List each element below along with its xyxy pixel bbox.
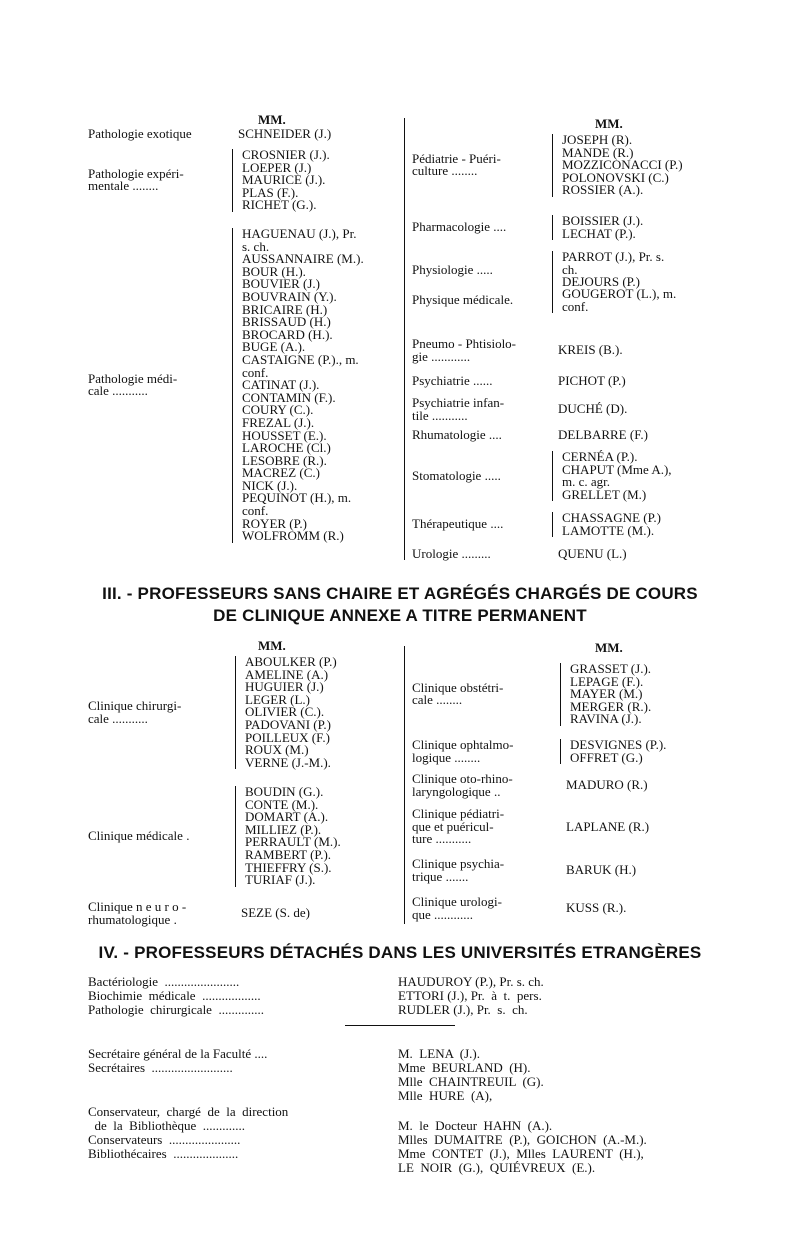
discipline-label: Pédiatrie - Puéri- culture ........	[412, 150, 501, 179]
discipline-label: Clinique chirurgi- cale ...........	[88, 698, 182, 726]
staff-role: Conservateur, chargé de la direction	[88, 1104, 289, 1119]
staff-name: Mlle CHAINTREUIL (G).	[398, 1074, 544, 1089]
professor-names: GOUGEROT (L.), m. conf.	[562, 286, 677, 314]
discipline-label: Physique médicale.	[412, 292, 514, 308]
professor-names: GRASSET (J.). LEPAGE (F.). MAYER (M.) MERGER (R.). RAVINA (J.).	[570, 661, 652, 727]
staff-name: M. le Docteur HAHN (A.).	[398, 1118, 553, 1133]
professor-names: DELBARRE (F.)	[558, 427, 648, 442]
professor-names: QUENU (L.)	[558, 546, 627, 561]
entry-row	[88, 901, 310, 926]
entry-row	[412, 134, 683, 197]
professor-names: KUSS (R.).	[566, 900, 627, 916]
discipline-label: Urologie .........	[412, 546, 491, 561]
professor-names: BARUK (H.)	[566, 862, 637, 878]
discipline-label: Rhumatologie ....	[412, 427, 502, 442]
professor-names: KREIS (B.).	[558, 342, 623, 358]
discipline-label: Clinique psychia- trique .......	[412, 856, 505, 884]
professor-names: PARROT (J.), Pr. s. ch. DEJOURS (P.)	[562, 249, 665, 290]
professor-names: BOUDIN (G.). CONTE (M.). DOMART (A.). MILLIEZ (P.). PERRAULT (M.). RAMBERT (P.). THIEFFRY (S.). TURIAF (J.).	[245, 784, 341, 888]
entry-row	[412, 429, 648, 442]
entry-row	[412, 858, 636, 883]
staff-name: Mme BEURLAND (H).	[398, 1060, 531, 1075]
discipline-label: Clinique obstétri- cale ........	[412, 679, 504, 708]
professor-names: MADURO (R.)	[566, 777, 648, 793]
staff-name: LE NOIR (G.), QUIÉVREUX (E.).	[398, 1160, 596, 1175]
list-label: Pathologie chirurgicale ..............	[88, 1002, 264, 1017]
brace	[552, 451, 557, 501]
discipline-label: Thérapeutique ....	[412, 516, 504, 532]
staff-name: M. LENA (J.).	[398, 1046, 480, 1061]
brace	[552, 251, 557, 289]
professor-names: CHASSAGNE (P.) LAMOTTE (M.).	[562, 510, 661, 538]
brace	[232, 228, 237, 543]
entry-row	[88, 128, 331, 141]
professor-names: HAGUENAU (J.), Pr. s. ch. AUSSANNAIRE (M.). BOUR (H.). BOUVIER (J.) BOUVRAIN (Y.). BRICAIRE (H.) BRISSAUD (H.) BROCARD (H.). BUGE (A.). CASTAIGNE (P.)., m. conf. CATINAT (J.). CONTAMIN (F.). COURY (C.). FREZAL (J.). HOUSSET (E.). LAROCHE (Cl.) LESOBRE (R.). MACREZ (C.) NICK (J.). PEQUINOT (H.), m. conf. ROYER (P.) WOLFROMM (R.)	[242, 226, 364, 544]
discipline-label: Pathologie expéri- mentale ........	[88, 165, 184, 194]
entry-row	[88, 228, 364, 543]
discipline-label: Physiologie .....	[412, 261, 493, 277]
staff-name: Mme CONTET (J.), Mlles LAURENT (H.),	[398, 1146, 644, 1161]
entry-row	[88, 786, 341, 887]
brace	[235, 656, 240, 769]
section4-heading: IV. - PROFESSEURS DÉTACHÉS DANS LES UNIVERSITÉS ETRANGÈRES	[98, 943, 702, 962]
discipline-label: Clinique n e u r o - rhumatologique .	[88, 899, 187, 927]
discipline-label: Clinique ophtalmo- logique ........	[412, 737, 514, 765]
professor-names: LAPLANE (R.)	[566, 818, 650, 834]
entry-row	[412, 548, 627, 561]
list-label: Bactériologie .......................	[88, 974, 240, 989]
discipline-label: Pharmacologie ....	[412, 219, 507, 235]
entry-row	[412, 338, 623, 363]
professor-names: BOISSIER (J.). LECHAT (P.).	[562, 213, 644, 241]
entry-row	[412, 288, 676, 313]
entry-row	[412, 896, 626, 921]
professor-names: DESVIGNES (P.). OFFRET (G.)	[570, 737, 667, 765]
staff-role: Secrétaires .........................	[88, 1060, 233, 1075]
brace	[560, 739, 565, 764]
staff-role: Secrétaire général de la Faculté ....	[88, 1046, 268, 1061]
professor-names: ABOULKER (P.) AMELINE (A.) HUGUIER (J.) LEGER (L.) OLIVIER (C.). PADOVANI (P.) POILLEUX (F.) ROUX (M.) VERNE (J.-M.).	[245, 654, 337, 770]
professor-names: DUCHÉ (D).	[558, 401, 628, 417]
separator-rule	[345, 1025, 455, 1026]
mm-header-left-2: MM.	[258, 638, 286, 653]
column-divider-2	[404, 646, 405, 924]
professor-names: CROSNIER (J.). LOEPER (J.) MAURICE (J.). PLAS (F.). RICHET (G.).	[242, 147, 330, 213]
staff-name: Mlles DUMAITRE (P.), GOICHON (A.-M.).	[398, 1132, 647, 1147]
section3-heading-line1: III. - PROFESSEURS SANS CHAIRE ET AGRÉGÉS CHARGÉS DE COURS	[102, 584, 698, 603]
discipline-label: Psychiatrie ......	[412, 373, 493, 388]
entry-row	[88, 656, 337, 769]
discipline-label: Pathologie médi- cale ...........	[88, 370, 178, 399]
brace	[552, 288, 557, 313]
entry-row	[412, 251, 664, 289]
professor-names: PICHOT (P.)	[558, 373, 626, 388]
staff-name: Mlle HURE (A),	[398, 1088, 493, 1103]
professor-names: SEZE (S. de)	[241, 905, 310, 921]
list-names: ETTORI (J.), Pr. à t. pers.	[398, 988, 542, 1003]
staff-role: Conservateurs ......................	[88, 1132, 241, 1147]
list-label: Biochimie médicale ..................	[88, 988, 261, 1003]
entry-row	[412, 773, 648, 798]
discipline-label: Clinique oto-rhino- laryngologique ..	[412, 771, 513, 799]
staff-role: de la Bibliothèque .............	[88, 1118, 246, 1133]
professor-names: CERNÉA (P.). CHAPUT (Mme A.), m. c. agr. GRELLET (M.)	[562, 449, 672, 502]
discipline-label: Clinique pédiatri- que et puéricul- ture ...........	[412, 806, 505, 847]
discipline-label: Psychiatrie infan- tile ...........	[412, 395, 505, 423]
discipline-label: Stomatologie .....	[412, 467, 501, 483]
entry-row	[412, 215, 643, 240]
entry-row	[412, 739, 666, 764]
entry-row	[412, 808, 649, 846]
section3-heading-line2: DE CLINIQUE ANNEXE A TITRE PERMANENT	[213, 606, 587, 625]
entry-row	[412, 397, 627, 422]
mm-header-left-1: MM.	[258, 112, 286, 127]
brace	[232, 149, 237, 212]
brace	[552, 512, 557, 537]
list-names: HAUDUROY (P.), Pr. s. ch.	[398, 974, 544, 989]
mm-header-right-2: MM.	[595, 640, 623, 655]
discipline-label: Clinique urologi- que ............	[412, 894, 502, 922]
entry-row	[88, 149, 330, 212]
entry-row	[412, 375, 626, 388]
staff-role: Bibliothécaires ....................	[88, 1146, 239, 1161]
brace	[560, 663, 565, 726]
brace	[552, 215, 557, 240]
entry-row	[412, 512, 661, 537]
column-divider-1	[404, 118, 405, 560]
list-names: RUDLER (J.), Pr. s. ch.	[398, 1002, 528, 1017]
brace	[552, 134, 557, 197]
entry-row	[412, 663, 651, 726]
discipline-label: Clinique médicale .	[88, 828, 190, 844]
professor-names: SCHNEIDER (J.)	[238, 126, 332, 141]
professor-names: JOSEPH (R). MANDE (R.) MOZZICONACCI (P.) POLONOVSKI (C.) ROSSIER (A.).	[562, 132, 683, 198]
mm-header-right-1: MM.	[595, 116, 623, 131]
brace	[235, 786, 240, 887]
discipline-label: Pathologie exotique	[88, 126, 192, 141]
discipline-label: Pneumo - Phtisiolo- gie ............	[412, 336, 517, 364]
entry-row	[412, 451, 672, 501]
